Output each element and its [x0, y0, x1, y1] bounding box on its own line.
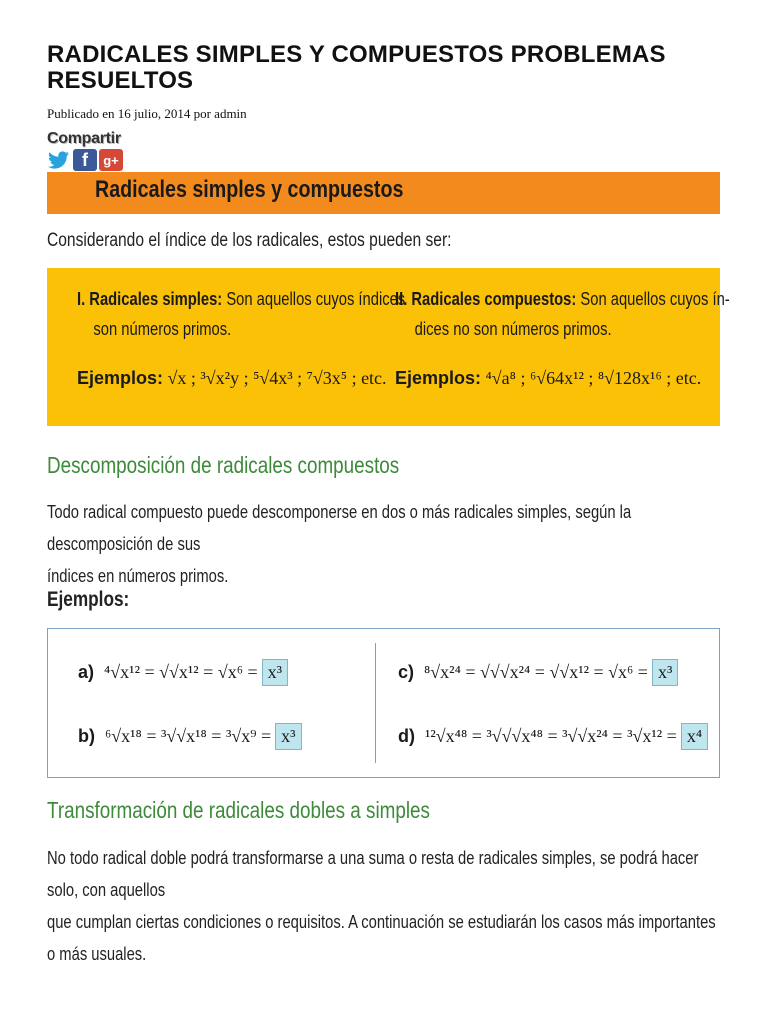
share-icons — [47, 149, 123, 171]
compound-radicals-examples — [395, 368, 701, 389]
decomposition-heading-text: Descomposición de radicales compuestos — [47, 452, 400, 478]
example-answer: x³ — [262, 659, 288, 686]
simple-radicals-text-1: Son aquellos cuyos índices — [222, 289, 406, 309]
example-expression: ⁶√x¹⁸ = ³√√x¹⁸ = ³√x⁹ = — [105, 726, 272, 746]
example-label: c) — [398, 662, 415, 682]
example-d — [398, 723, 708, 750]
example-expression: ¹²√x⁴⁸ = ³√√√x⁴⁸ = ³√√x²⁴ = ³√x¹² = — [425, 726, 677, 746]
examples-heading — [47, 588, 147, 612]
transformation-paragraph — [47, 842, 719, 970]
decomposition-line-2: índices en números primos. — [47, 566, 229, 586]
decomposition-line-1: Todo radical compuesto puede descomponerse en dos o más radicales simples, según la descomposición de sus — [47, 502, 632, 554]
examples-divider — [375, 643, 376, 763]
decomposition-heading — [47, 452, 477, 479]
facebook-glyph: f — [82, 149, 88, 170]
simple-radicals-label: I. Radicales simples: — [77, 289, 223, 309]
compound-examples-label: Ejemplos: — [395, 368, 482, 388]
share-label: Compartir — [47, 130, 121, 147]
simple-examples-math: √x ; ³√x²y ; ⁵√4x³ ; ⁷√3x⁵ ; etc. — [167, 368, 387, 388]
twitter-icon[interactable] — [47, 149, 71, 171]
simple-radicals-text-2: son números primos. — [93, 319, 232, 339]
transformation-line-2: que cumplan ciertas condiciones o requisitos. A continuación se estudiarán los casos más importantes o más usuales. — [47, 912, 716, 964]
google-plus-glyph: g+ — [103, 152, 119, 168]
example-c — [398, 659, 678, 686]
intro-text-content: Considerando el índice de los radicales, estos pueden ser: — [47, 230, 452, 251]
example-label: a) — [78, 662, 95, 682]
simple-radicals-examples — [77, 368, 387, 389]
banner-title: Radicales simples y compuestos — [95, 176, 404, 203]
examples-heading-text: Ejemplos: — [47, 588, 130, 611]
example-b — [78, 723, 302, 750]
google-plus-icon[interactable] — [99, 149, 123, 171]
example-answer: x³ — [275, 723, 301, 750]
example-a — [78, 659, 288, 686]
compound-radicals-text-2: dices no son números primos. — [414, 319, 612, 339]
transformation-heading — [47, 797, 514, 824]
compound-examples-math: ⁴√a⁸ ; ⁶√64x¹² ; ⁸√128x¹⁶ ; etc. — [485, 368, 702, 388]
share-widget — [47, 130, 123, 171]
intro-text — [47, 230, 540, 252]
radical-types-box — [47, 268, 730, 426]
transformation-line-1: No todo radical doble podrá transformarse a una suma o resta de radicales simples, se podrá hacer solo, con aquellos — [47, 848, 699, 900]
example-expression: ⁸√x²⁴ = √√√x²⁴ = √√x¹² = √x⁶ = — [424, 662, 648, 682]
section-banner — [47, 172, 720, 214]
facebook-icon[interactable] — [73, 149, 97, 171]
example-label: b) — [78, 726, 95, 746]
post-byline: Publicado en 16 julio, 2014 por admin — [47, 106, 247, 121]
compound-radicals-label: II. Radicales compuestos: — [395, 289, 577, 309]
page-title: RADICALES SIMPLES Y COMPUESTOS PROBLEMAS RESUELTOS — [47, 41, 666, 94]
decomposition-paragraph — [47, 496, 719, 592]
simple-examples-label: Ejemplos: — [77, 368, 164, 388]
example-expression: ⁴√x¹² = √√x¹² = √x⁶ = — [104, 662, 258, 682]
example-label: d) — [398, 726, 415, 746]
examples-box — [47, 628, 720, 778]
compound-radicals-text-1: Son aquellos cuyos ín- — [576, 289, 730, 309]
example-answer: x³ — [652, 659, 678, 686]
twitter-bird-icon — [48, 151, 70, 169]
compound-radicals-definition — [395, 284, 768, 344]
example-answer: x⁴ — [681, 723, 708, 750]
transformation-heading-text: Transformación de radicales dobles a simples — [47, 797, 430, 823]
